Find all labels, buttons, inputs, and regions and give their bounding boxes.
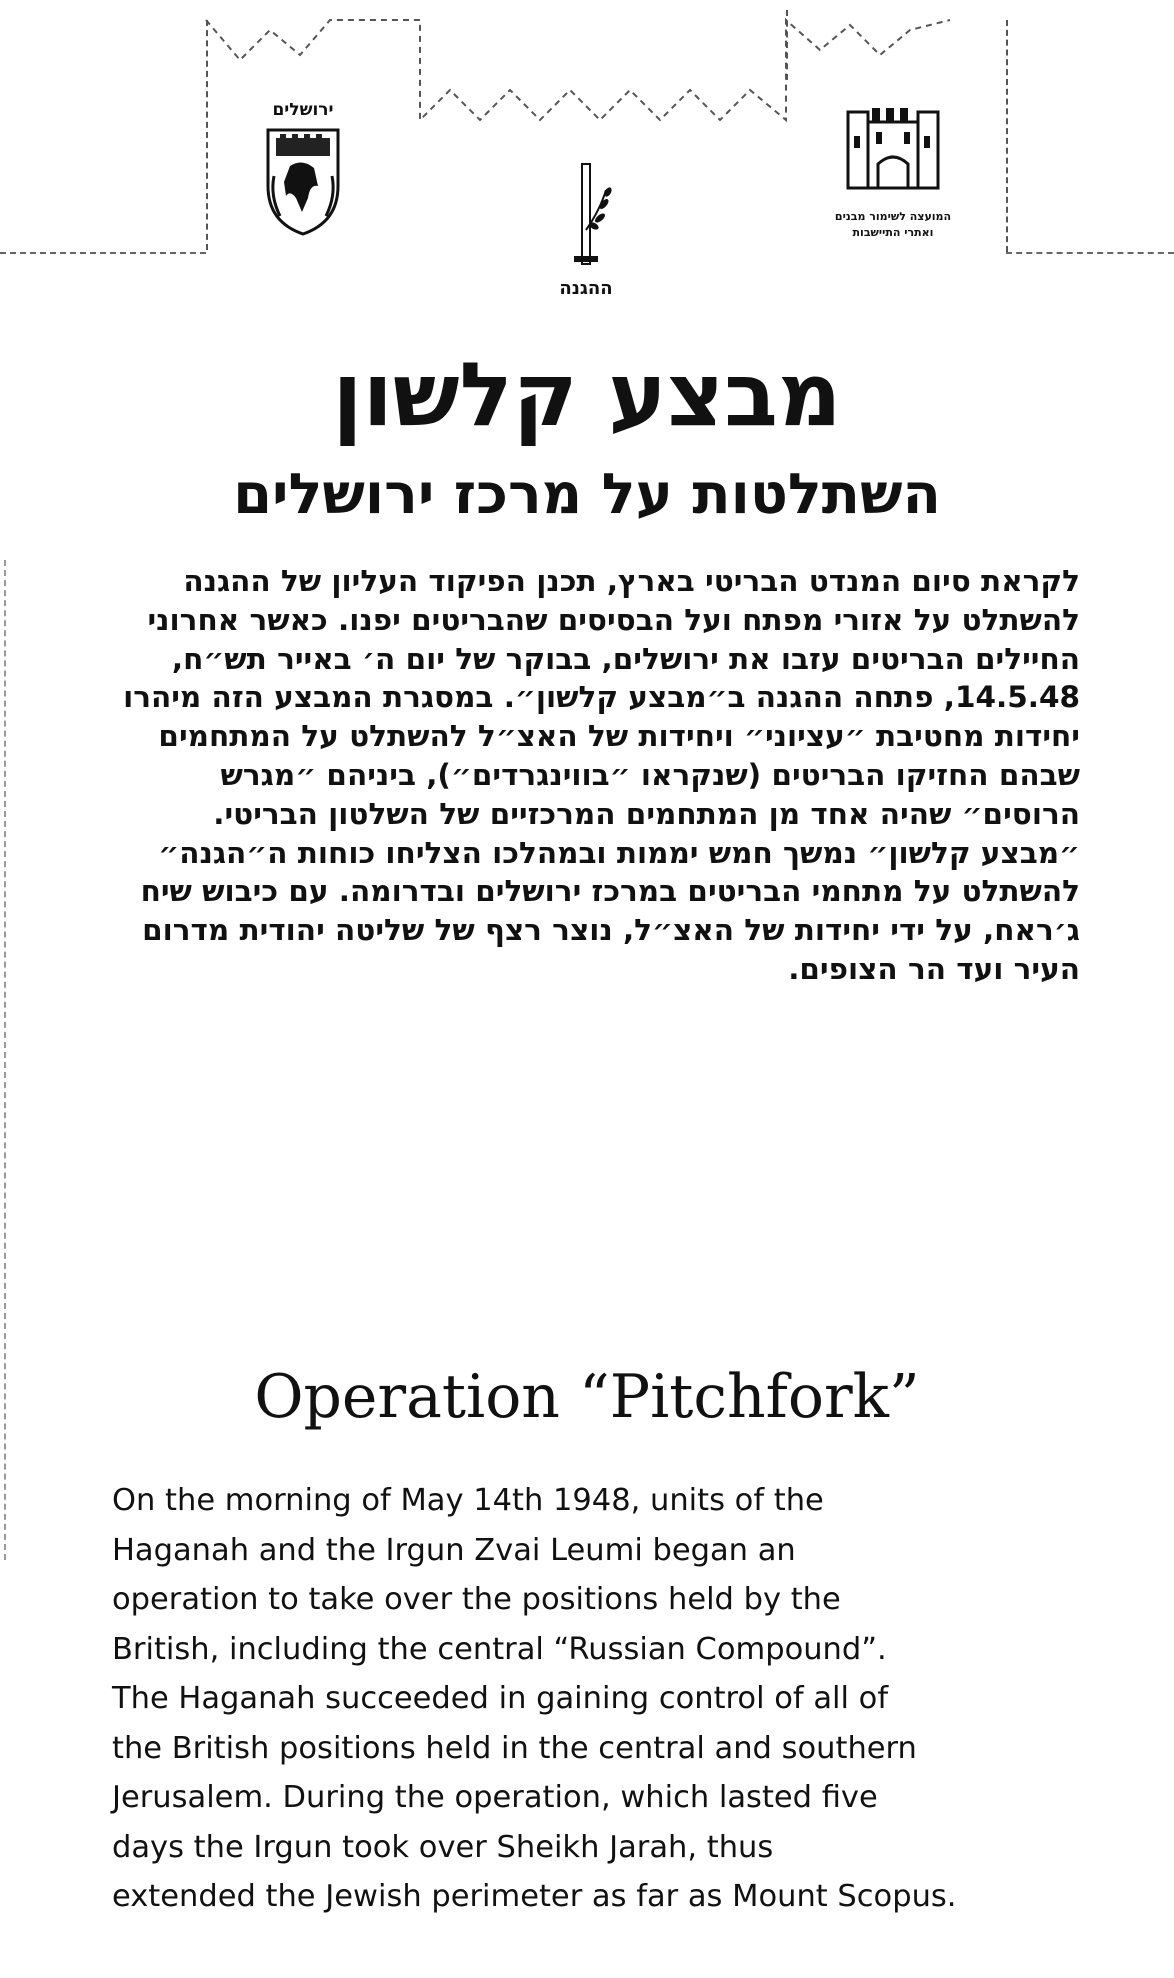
- crenellation-outline: [0, 0, 1174, 140]
- cut-line-top-right: [1006, 252, 1174, 254]
- english-line: the British positions held in the central and southern: [112, 1730, 917, 1766]
- english-line: British, including the central “Russian Compound”.: [112, 1631, 887, 1667]
- english-line: On the morning of May 14th 1948, units of the: [112, 1483, 824, 1518]
- hebrew-body: [120, 562, 1080, 989]
- english-title: Operation “Pitchfork”: [254, 1362, 920, 1432]
- council-caption-line-1: המועצה לשימור מבנים: [834, 210, 952, 223]
- english-line: Haganah and the Irgun Zvai Leumi began an: [112, 1532, 796, 1568]
- haganah-emblem-caption: ההגנה: [559, 278, 613, 299]
- hebrew-paragraph-2: ״מבצע קלשון״ נמשך חמש יממות ובמהלכו הצליחו כוחות ה״הגנה״ להשתלט על מתחמי הבריטים במרכז ירושלים ובדרומה. עם כיבוש שיח ג׳ראח, על ידי יחידות של האצ״ל, נוצר רצף של שליטה יהודית מדרום העיר ועד הר הצופים.: [140, 835, 1080, 986]
- hebrew-title: מבצע קלשון: [332, 343, 842, 446]
- preservation-council-emblem: [818, 102, 968, 242]
- english-line: operation to take over the positions held by the: [112, 1582, 841, 1617]
- english-line: extended the Jewish perimeter as far as Mount Scopus.: [112, 1879, 957, 1914]
- english-line: Jerusalem. During the operation, which lasted five: [112, 1780, 878, 1815]
- haganah-emblem: [536, 160, 636, 310]
- english-line: The Haganah succeeded in gaining control of all of: [112, 1681, 889, 1716]
- jerusalem-emblem-caption: ירושלים: [272, 100, 334, 120]
- hebrew-subtitle: השתלטות על מרכז ירושלים: [233, 462, 941, 527]
- english-line: days the Irgun took over Sheikh Jarah, thus: [112, 1829, 774, 1865]
- jerusalem-emblem: [258, 100, 348, 240]
- hebrew-paragraph-1: לקראת סיום המנדט הבריטי בארץ, תכנן הפיקוד העליון של ההגנה להשתלט על אזורי מפתח ועל הבסיסים שהבריטים יפנו. כאשר אחרוני החיילים הבריטים עזבו את ירושלים, בבוקר של יום ה׳ באייר תש״ח, 14.5.48, פתחה ההגנה ב״מבצע קלשון״. במסגרת המבצע הזה מיהרו יחידות מחטיבת ״עציוני״ ויחידות של האצ״ל להשתלט על המתחמים שבהם החזיקו הבריטים (שנקראו ״בווינגרדים״), ביניהם ״מגרש הרוסים״ שהיה אחד מן המתחמים המרכזיים של השלטון הבריטי.: [123, 564, 1080, 831]
- english-body: [112, 1476, 1112, 1922]
- sword-olive-branch-icon: [556, 160, 616, 280]
- fortress-gate-icon: [838, 102, 948, 192]
- council-caption-line-2: ואתרי התיישבות: [852, 226, 934, 239]
- lion-shield-icon: [262, 126, 344, 236]
- cut-line-top-left: [0, 252, 206, 254]
